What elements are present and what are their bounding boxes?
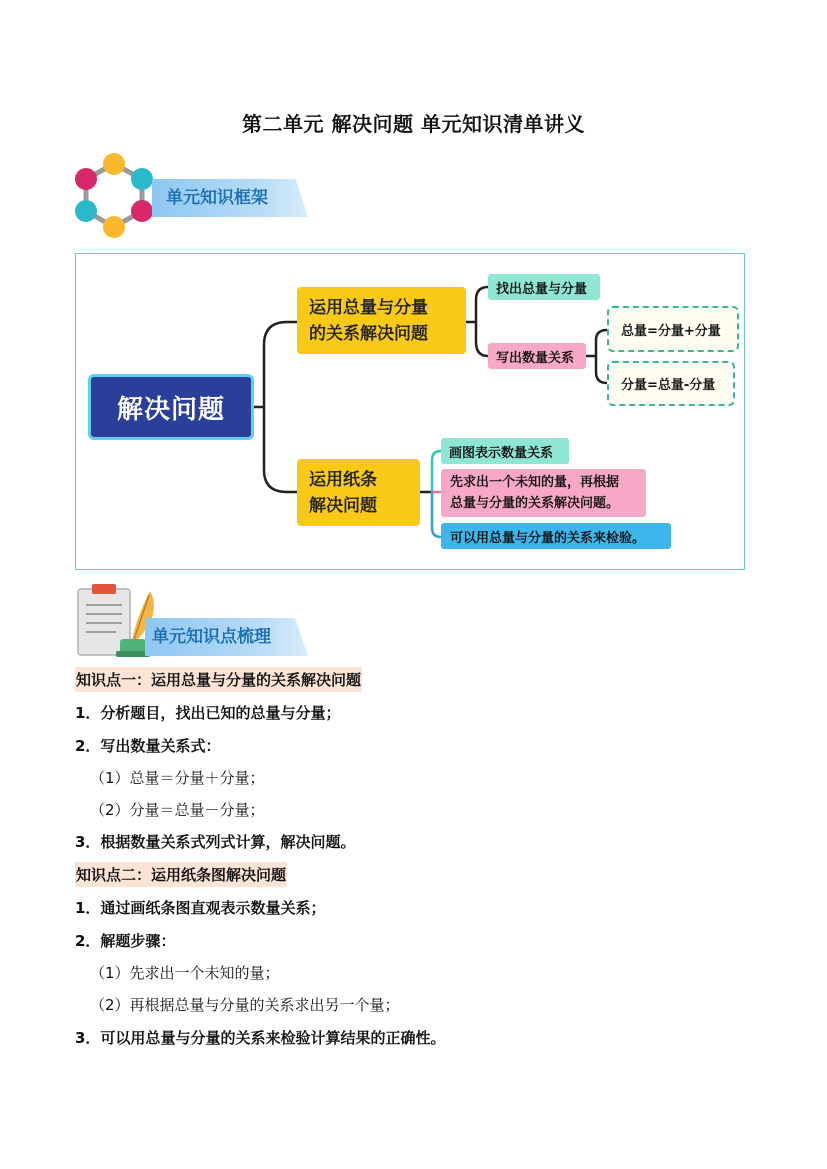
kp1-item-3: 3．根据数量关系式列式计算，解决问题。	[75, 833, 356, 851]
kp2-heading: 知识点二：运用纸条图解决问题	[75, 862, 287, 887]
section-title-points: 单元知识点梳理	[152, 627, 271, 647]
node-solve-unknown-line-1: 先求出一个未知的量，再根据	[450, 475, 620, 490]
node-draw-relation: 画图表示数量关系	[441, 438, 569, 464]
mindmap-branch-2	[297, 459, 420, 526]
branch-1-line-1: 运用总量与分量	[309, 297, 428, 318]
kp2-item-1: 1．通过画纸条图直观表示数量关系；	[75, 899, 326, 917]
section-title-framework: 单元知识框架	[166, 188, 268, 208]
branch-2-line-2: 解决问题	[309, 495, 377, 516]
node-write-relation: 写出数量关系	[488, 343, 586, 369]
kp2-item-3: 3．可以用总量与分量的关系来检验计算结果的正确性。	[75, 1029, 446, 1047]
node-formula-part: 分量=总量-分量	[607, 361, 735, 406]
node-solve-unknown-line-2: 总量与分量的关系解决问题。	[450, 496, 620, 511]
kp2-item-2-1: （1）先求出一个未知的量；	[90, 964, 280, 982]
mindmap-branch-1	[297, 287, 466, 354]
mindmap-root: 解决问题	[88, 374, 254, 440]
kp2-item-2-2: （2）再根据总量与分量的关系求出另一个量；	[90, 996, 400, 1014]
kp1-heading: 知识点一：运用总量与分量的关系解决问题	[75, 667, 362, 692]
node-solve-unknown	[441, 469, 646, 517]
kp1-item-2: 2．写出数量关系式：	[75, 737, 221, 755]
kp1-item-2-2: （2）分量＝总量－分量；	[90, 801, 265, 819]
kp1-item-2-1: （1）总量＝分量＋分量；	[90, 769, 265, 787]
node-formula-total: 总量=分量+分量	[607, 306, 739, 352]
branch-1-line-2: 的关系解决问题	[309, 323, 428, 344]
kp2-item-2: 2．解题步骤：	[75, 932, 176, 950]
node-find-total-and-part: 找出总量与分量	[488, 274, 600, 300]
branch-2-line-1: 运用纸条	[309, 469, 377, 490]
kp1-item-1: 1．分析题目，找出已知的总量与分量；	[75, 704, 341, 722]
page-title: 第二单元 解决问题 单元知识清单讲义	[242, 112, 585, 136]
node-verify: 可以用总量与分量的关系来检验。	[441, 523, 671, 549]
